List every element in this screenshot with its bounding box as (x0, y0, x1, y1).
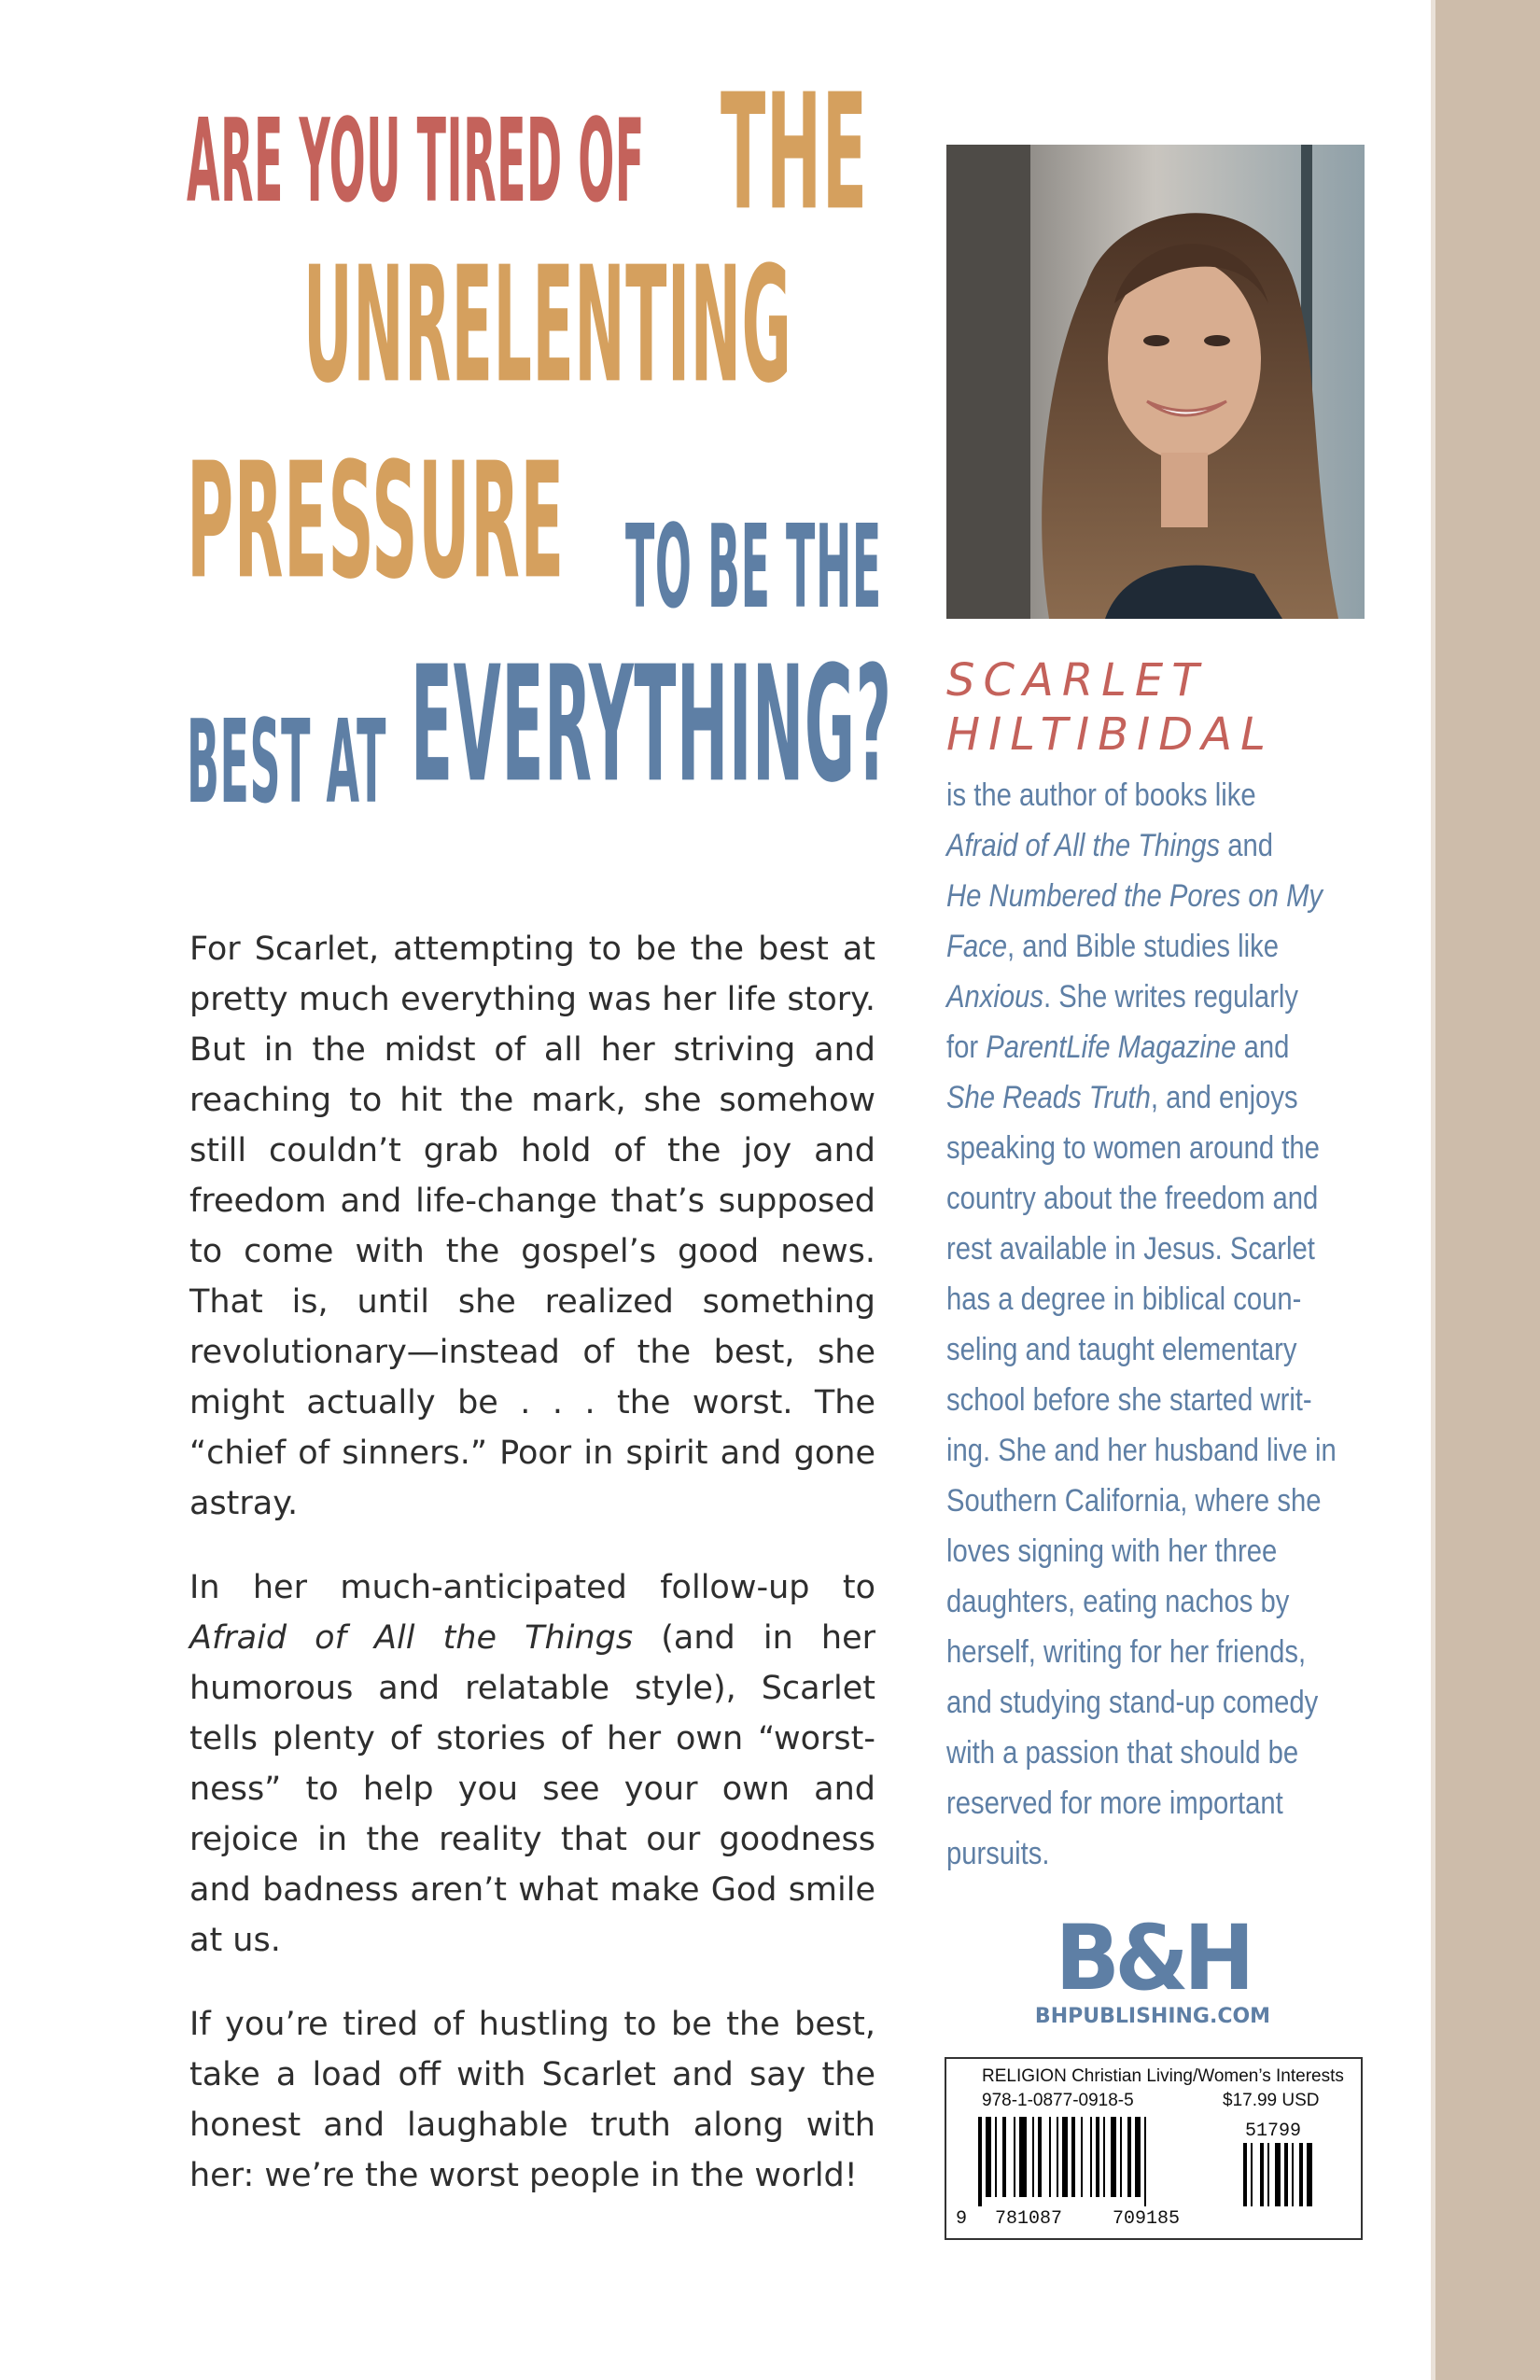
barcode-digits-left: 781087 (995, 2208, 1063, 2230)
barcode-price: $17.99 USD (1223, 2091, 1320, 2110)
bio-line: with a passion that should be (946, 1735, 1299, 1771)
bio-line: is the author of books like (946, 777, 1256, 813)
publisher-logo (1031, 1906, 1274, 2028)
description-paragraph-1: For Scarlet, attempting to be the best at pretty much everything was her life story. But in the midst of all her striving and reaching to hit the mark, she somehow still couldn’t grab hold of the joy and freedom and life-change that’s supposed to come with the gospel’s good news. That is, until she realized something revolutionary—instead of the best, she might actually be . . . the worst. The “chief of sinners.” Poor in spirit and gone astray. (189, 931, 875, 1522)
author-last-name: HILTIBIDAL (946, 708, 1274, 761)
author-bio (946, 770, 1385, 1879)
barcode-bar (1081, 2117, 1083, 2197)
barcode-addon-bar (1284, 2143, 1288, 2206)
bio-line: He Numbered the Pores on My (946, 878, 1323, 914)
headline-pressure: PRESSURE (187, 427, 565, 614)
bio-line: daughters, eating nachos by (946, 1584, 1290, 1619)
book-title-reference: Afraid of All the Things (189, 1619, 634, 1657)
barcode-bar (1127, 2117, 1131, 2197)
bh-logo-mark: B&H (1055, 1906, 1251, 2010)
bio-line: seling and taught elementary (946, 1332, 1297, 1367)
headline-best-at: BEST AT (187, 696, 386, 830)
barcode-addon-bar (1243, 2143, 1247, 2206)
book-spine (1435, 0, 1540, 2380)
barcode-bar (1057, 2117, 1058, 2197)
bio-line: rest available in Jesus. Scarlet (946, 1231, 1315, 1267)
barcode-bar (1062, 2117, 1068, 2197)
author-name (946, 653, 1413, 762)
bio-line: and studying stand-up comedy (946, 1685, 1319, 1720)
bio-line: Face, and Bible studies like (946, 929, 1279, 964)
barcode-bar (995, 2117, 997, 2197)
barcode-bar (1120, 2117, 1122, 2197)
description-paragraph-3: If you’re tired of hustling to be the best, take a load off with Scarlet and say the honest and laughable truth along with her: we’re the worst people in the world! (189, 2006, 875, 2194)
barcode-bar (1014, 2117, 1015, 2197)
barcode-bar (1019, 2117, 1027, 2197)
barcode-bar (1090, 2117, 1092, 2197)
barcode-bar (1111, 2117, 1116, 2197)
bio-line: Southern California, where she (946, 1483, 1322, 1519)
barcode-bar (1071, 2117, 1075, 2197)
headline-unrelenting: UNRELENTING (303, 231, 792, 418)
headline-the: THE (721, 58, 868, 245)
headline-to-be-the: TO BE THE (625, 501, 882, 635)
publisher-url: BHPUBLISHING.COM (1034, 2005, 1271, 2028)
bio-line: has a degree in biblical coun- (946, 1281, 1302, 1317)
description-text: (and in her humorous and relatable style), Scarlet tells plenty of stories of her own “worstness” to help you see your own and rejoice in the reality that our goodness and badness aren’t what make God smile at us. (189, 1619, 876, 1959)
barcode-addon-bar (1251, 2143, 1253, 2206)
barcode-isbn: 978-1-0877-0918-5 (982, 2091, 1134, 2110)
book-description (189, 924, 875, 2234)
barcode-bar (1038, 2117, 1042, 2197)
barcode-addon-bar (1299, 2143, 1303, 2206)
description-text: In her much-anticipated follow-up to (189, 1569, 875, 1606)
bio-line: for ParentLife Magazine and (946, 1029, 1290, 1065)
bio-line: country about the freedom and (946, 1181, 1319, 1216)
barcode-bar (1144, 2117, 1146, 2206)
bio-line: reserved for more important (946, 1785, 1283, 1821)
bio-line: Afraid of All the Things and (946, 828, 1274, 863)
barcode-bar (1135, 2117, 1141, 2197)
barcode-addon-bar (1267, 2143, 1269, 2206)
description-paragraph-2 (189, 1562, 875, 1966)
bio-line: loves signing with her three (946, 1533, 1278, 1569)
author-first-name: SCARLET (946, 654, 1208, 707)
barcode-addon-bar (1307, 2143, 1312, 2206)
barcode-bar (1002, 2117, 1006, 2197)
bio-line: speaking to women around the (946, 1130, 1320, 1166)
barcode-bar (1096, 2117, 1099, 2197)
barcode-box (945, 2057, 1363, 2240)
headline-line-1 (187, 58, 1004, 245)
barcode-digits-right: 709185 (1113, 2208, 1181, 2230)
headline-are-you-tired-of: ARE YOU TIRED OF (187, 95, 645, 229)
barcode-bar (1032, 2117, 1034, 2197)
barcode-bar (986, 2117, 991, 2197)
barcode-addon-bar (1292, 2143, 1294, 2206)
bio-line: Anxious. She writes regularly (946, 979, 1299, 1015)
barcode-addon-bar (1260, 2143, 1264, 2206)
barcode-bar (1049, 2117, 1051, 2197)
bio-line: ing. She and her husband live in (946, 1433, 1337, 1468)
headline-everything: EVERYTHING? (411, 630, 892, 818)
barcode-addon-bar (1275, 2143, 1281, 2206)
bio-line: pursuits. (946, 1836, 1050, 1871)
author-photo (946, 145, 1365, 619)
bio-line: She Reads Truth, and enjoys (946, 1080, 1298, 1115)
bio-line: school before she started writ- (946, 1382, 1312, 1418)
bio-line: herself, writing for her friends, (946, 1634, 1307, 1670)
barcode-addon-digits: 51799 (1245, 2121, 1302, 2142)
barcode-bar (1103, 2117, 1105, 2197)
barcode-digit-first: 9 (956, 2208, 968, 2230)
barcode-bar (978, 2117, 982, 2206)
barcode-category: RELIGION Christian Living/Women’s Interests (982, 2066, 1344, 2086)
